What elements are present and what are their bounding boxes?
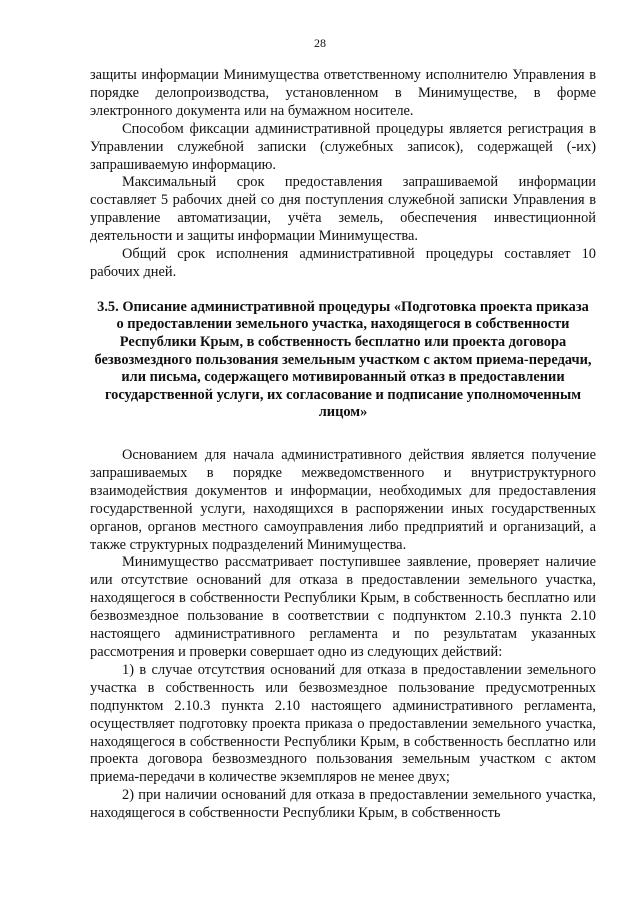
document-body	[90, 67, 596, 823]
list-item-2: 2) при наличии оснований для отказа в предоставлении земельного участка, находящегося в собственности Республики Крым, в собственность	[90, 787, 596, 822]
paragraph-review: Минимущество рассматривает поступившее заявление, проверяет наличие или отсутствие оснований для отказа в предоставлении земельного участка, находящегося в собственности Республики Крым, в собственность бесплатно или безвозмездное пользование в соответствии с подпунктом 2.10.3 пункта 2.10 настоящего административного регламента и по результатам указанных рассмотрения и проверки совершает одно из следующих действий:	[90, 554, 596, 660]
paragraph-total-term: Общий срок исполнения административной процедуры составляет 10 рабочих дней.	[90, 246, 596, 280]
paragraph-continuation: защиты информации Минимущества ответственному исполнителю Управления в порядке делопроизводства, установленном в Минимуществе, в форме электронного документа или на бумажном носителе.	[90, 67, 596, 119]
page-number: 28	[314, 36, 326, 50]
heading-spacer	[90, 422, 596, 447]
paragraph-basis: Основанием для начала административного действия является получение запрашиваемых в порядке межведомственного и внутриструктурного взаимодействия документов и информации, необходимых для предоставления государственной услуги, находящихся в распоряжении иных государственных органов, органов местного самоуправления либо предприятий и организаций, а также структурных подразделений Минимущества.	[90, 447, 596, 553]
section-heading: 3.5. Описание административной процедуры «Подготовка проекта приказа о предоставлении земельного участка, находящегося в собственности Республики Крым, в собственность бесплатно или проекта договора безвозмездного пользования земельным участком с актом приема-передачи, или письма, содержащего мотивированный отказ в предоставлении государственной услуги, их согласование и подписание уполномоченным лицом»	[94, 298, 592, 421]
list-item-1: 1) в случае отсутствия оснований для отказа в предоставлении земельного участка в собственность или безвозмездное пользование предусмотренных подпунктом 2.10.3 пункта 2.10 настоящего административного регламента, осуществляет подготовку проекта приказа о предоставлении земельного участка, находящегося в собственности Республики Крым, в собственность бесплатно или проекта договора безвозмездного пользования земельным участком с актом приема-передачи в количестве экземпляров не менее двух;	[90, 661, 596, 786]
paragraph-max-term: Максимальный срок предоставления запрашиваемой информации составляет 5 рабочих дней со дня поступления служебной записки Управления в управление автоматизации, учёта земель, обеспечения инвестиционной деятельности и защиты информации Минимущества.	[90, 174, 596, 245]
paragraph-fixation-method: Способом фиксации административной процедуры является регистрация в Управлении служебной записки (служебных записок), содержащей (-их) запрашиваемую информацию.	[90, 120, 596, 173]
